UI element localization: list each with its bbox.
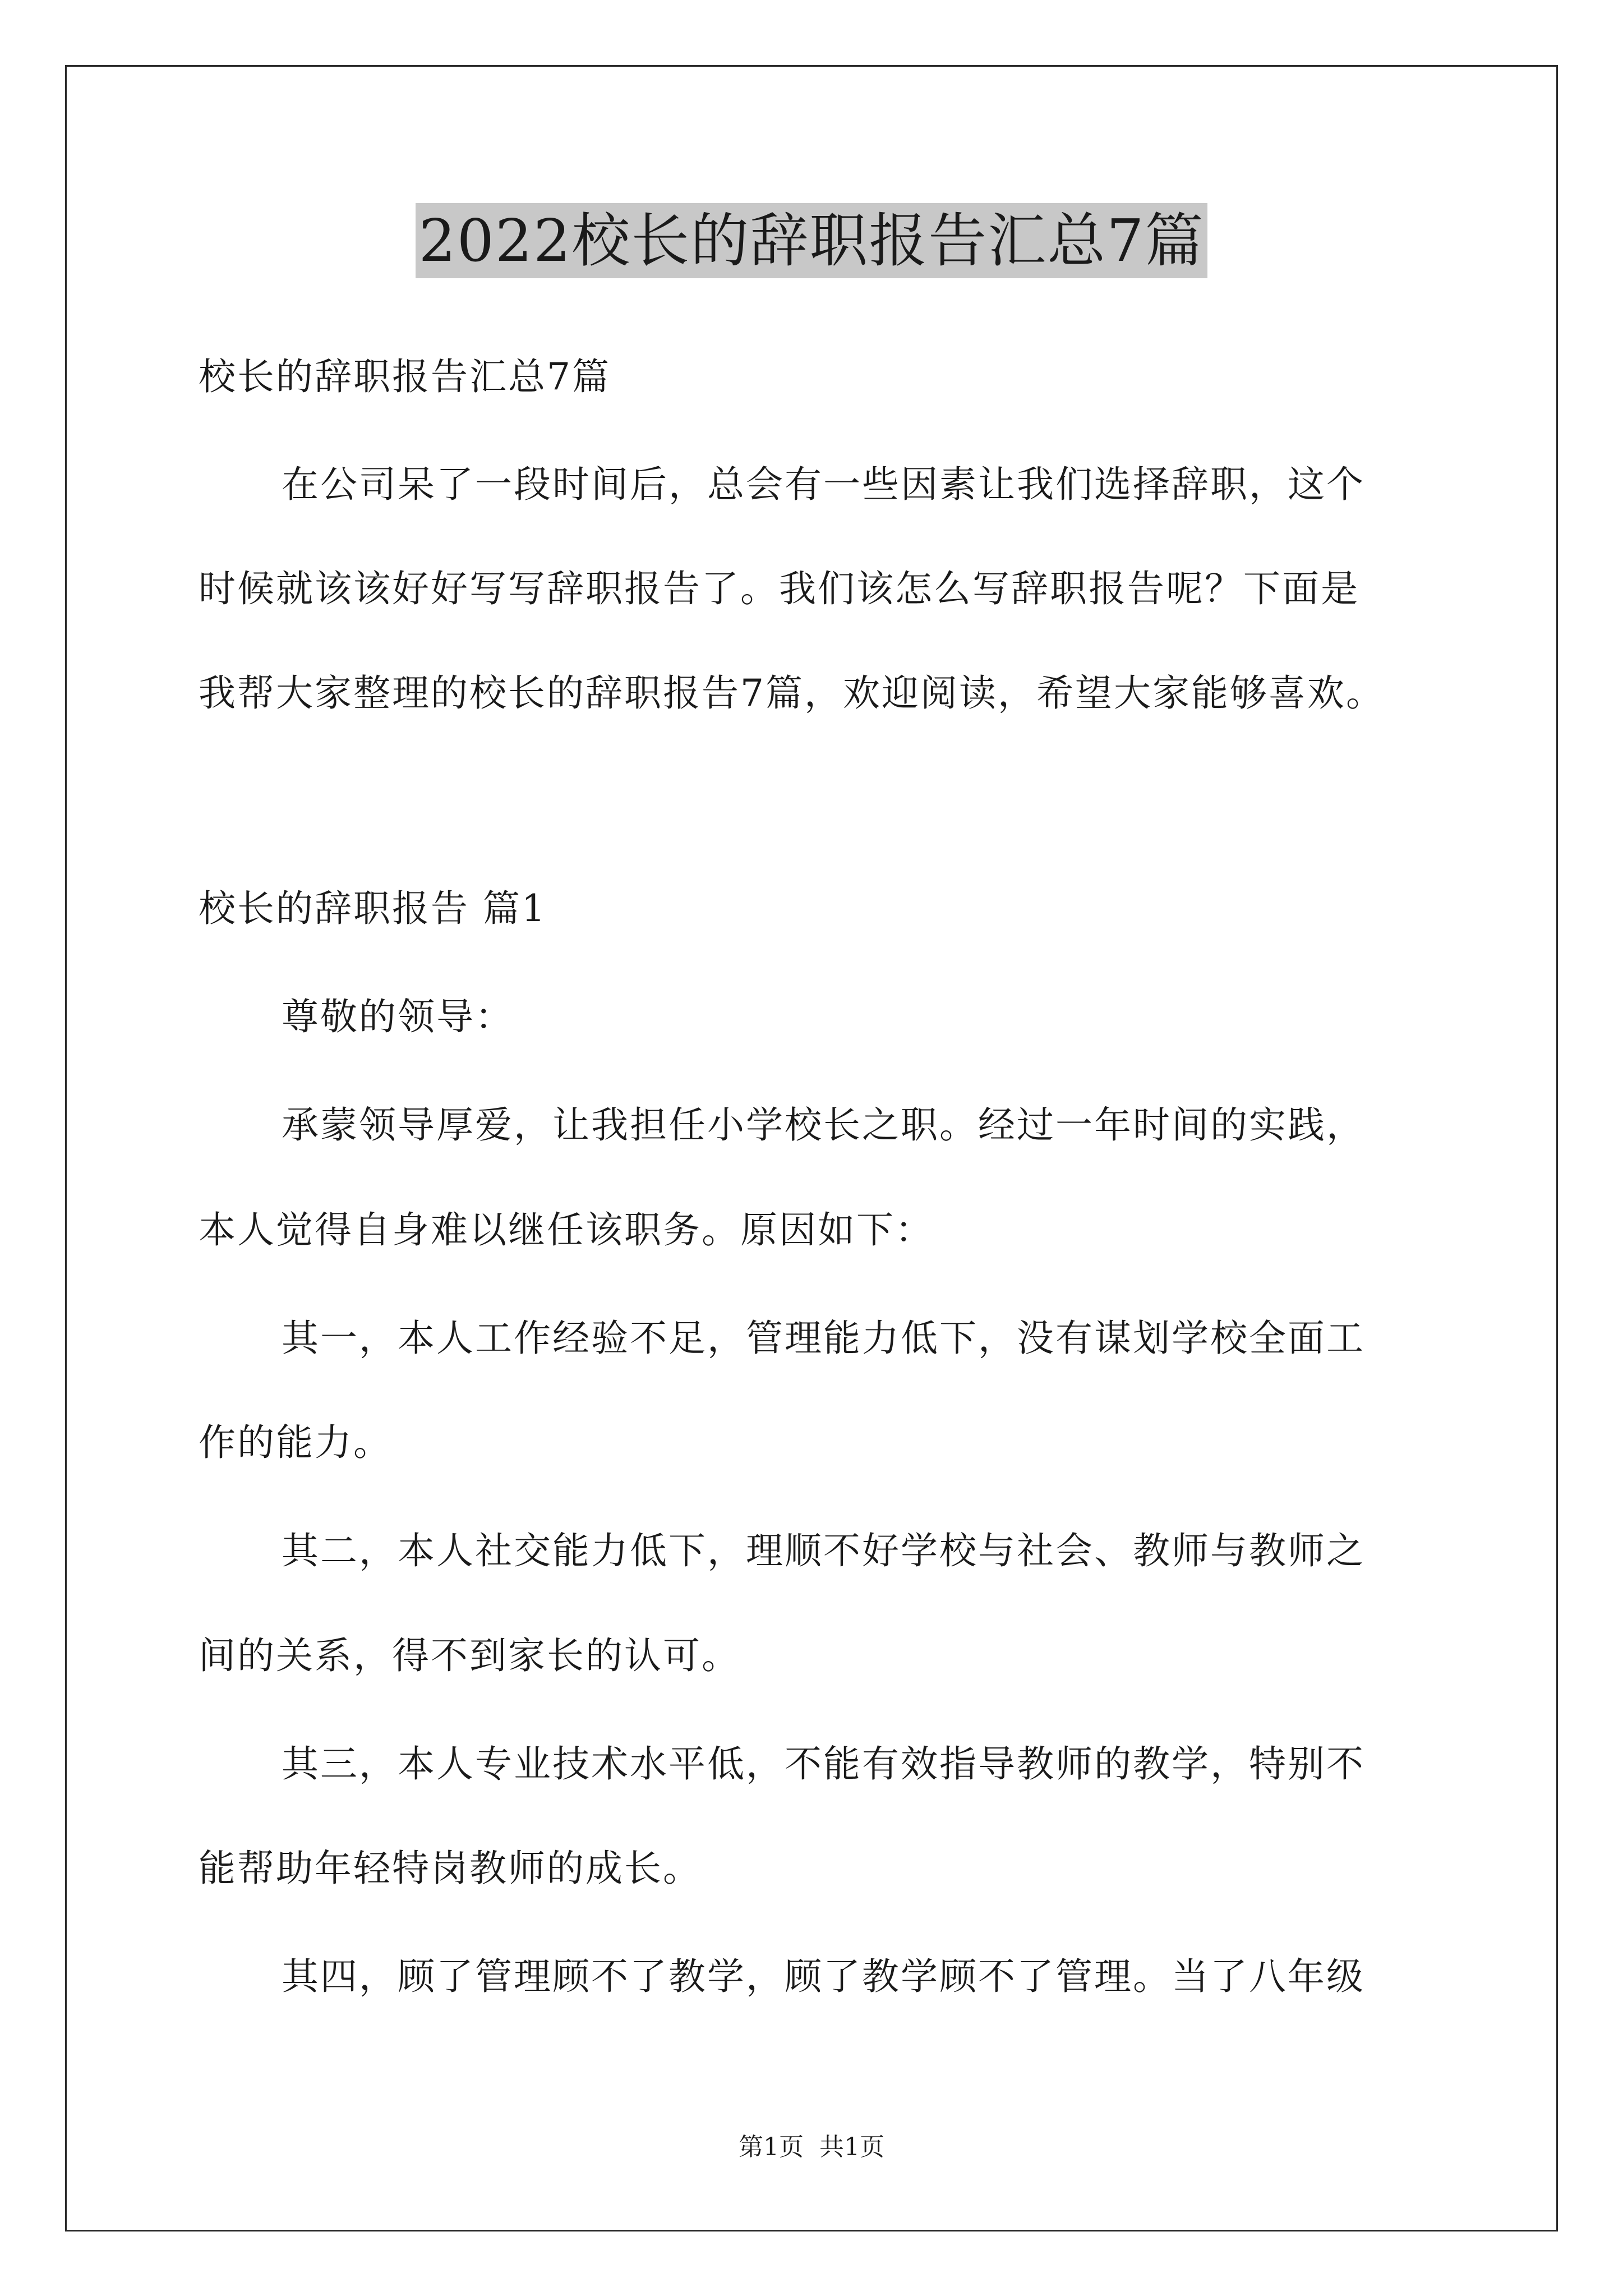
body-line: 其三，本人专业技术水平低，不能有效指导教师的教学，特别不 (282, 1742, 1365, 1786)
page-total: 共1页 (819, 2133, 884, 2161)
body-line: 作的能力。 (199, 1421, 392, 1464)
page-number: 第1页 (739, 2133, 804, 2161)
salutation: 尊敬的领导： (282, 995, 514, 1038)
body-line: 其一，本人工作经验不足，管理能力低下，没有谋划学校全面工 (282, 1317, 1365, 1360)
document-subtitle: 校长的辞职报告汇总7篇 (199, 355, 611, 398)
body-line: 间的关系，得不到家长的认可。 (199, 1634, 740, 1677)
body-line: 其四，顾了管理顾不了教学，顾了教学顾不了管理。当了八年级 (282, 1955, 1365, 1998)
title-container (0, 203, 1623, 278)
body-line: 能帮助年轻特岗教师的成长。 (199, 1847, 702, 1890)
intro-line: 时候就该该好好写写辞职报告了。我们该怎么写辞职报告呢？下面是 (199, 567, 1359, 610)
page-footer (0, 2132, 1623, 2163)
intro-line: 在公司呆了一段时间后，总会有一些因素让我们选择辞职，这个 (282, 463, 1365, 506)
body-line: 承蒙领导厚爱，让我担任小学校长之职。经过一年时间的实践， (282, 1103, 1365, 1147)
body-line: 其二，本人社交能力低下，理顺不好学校与社会、教师与教师之 (282, 1529, 1365, 1572)
section-heading: 校长的辞职报告 篇1 (199, 887, 547, 930)
document-title: 2022校长的辞职报告汇总7篇 (416, 203, 1208, 278)
body-line: 本人觉得自身难以继任该职务。原因如下： (199, 1208, 934, 1251)
intro-line: 我帮大家整理的校长的辞职报告7篇，欢迎阅读，希望大家能够喜欢。 (199, 671, 1385, 715)
